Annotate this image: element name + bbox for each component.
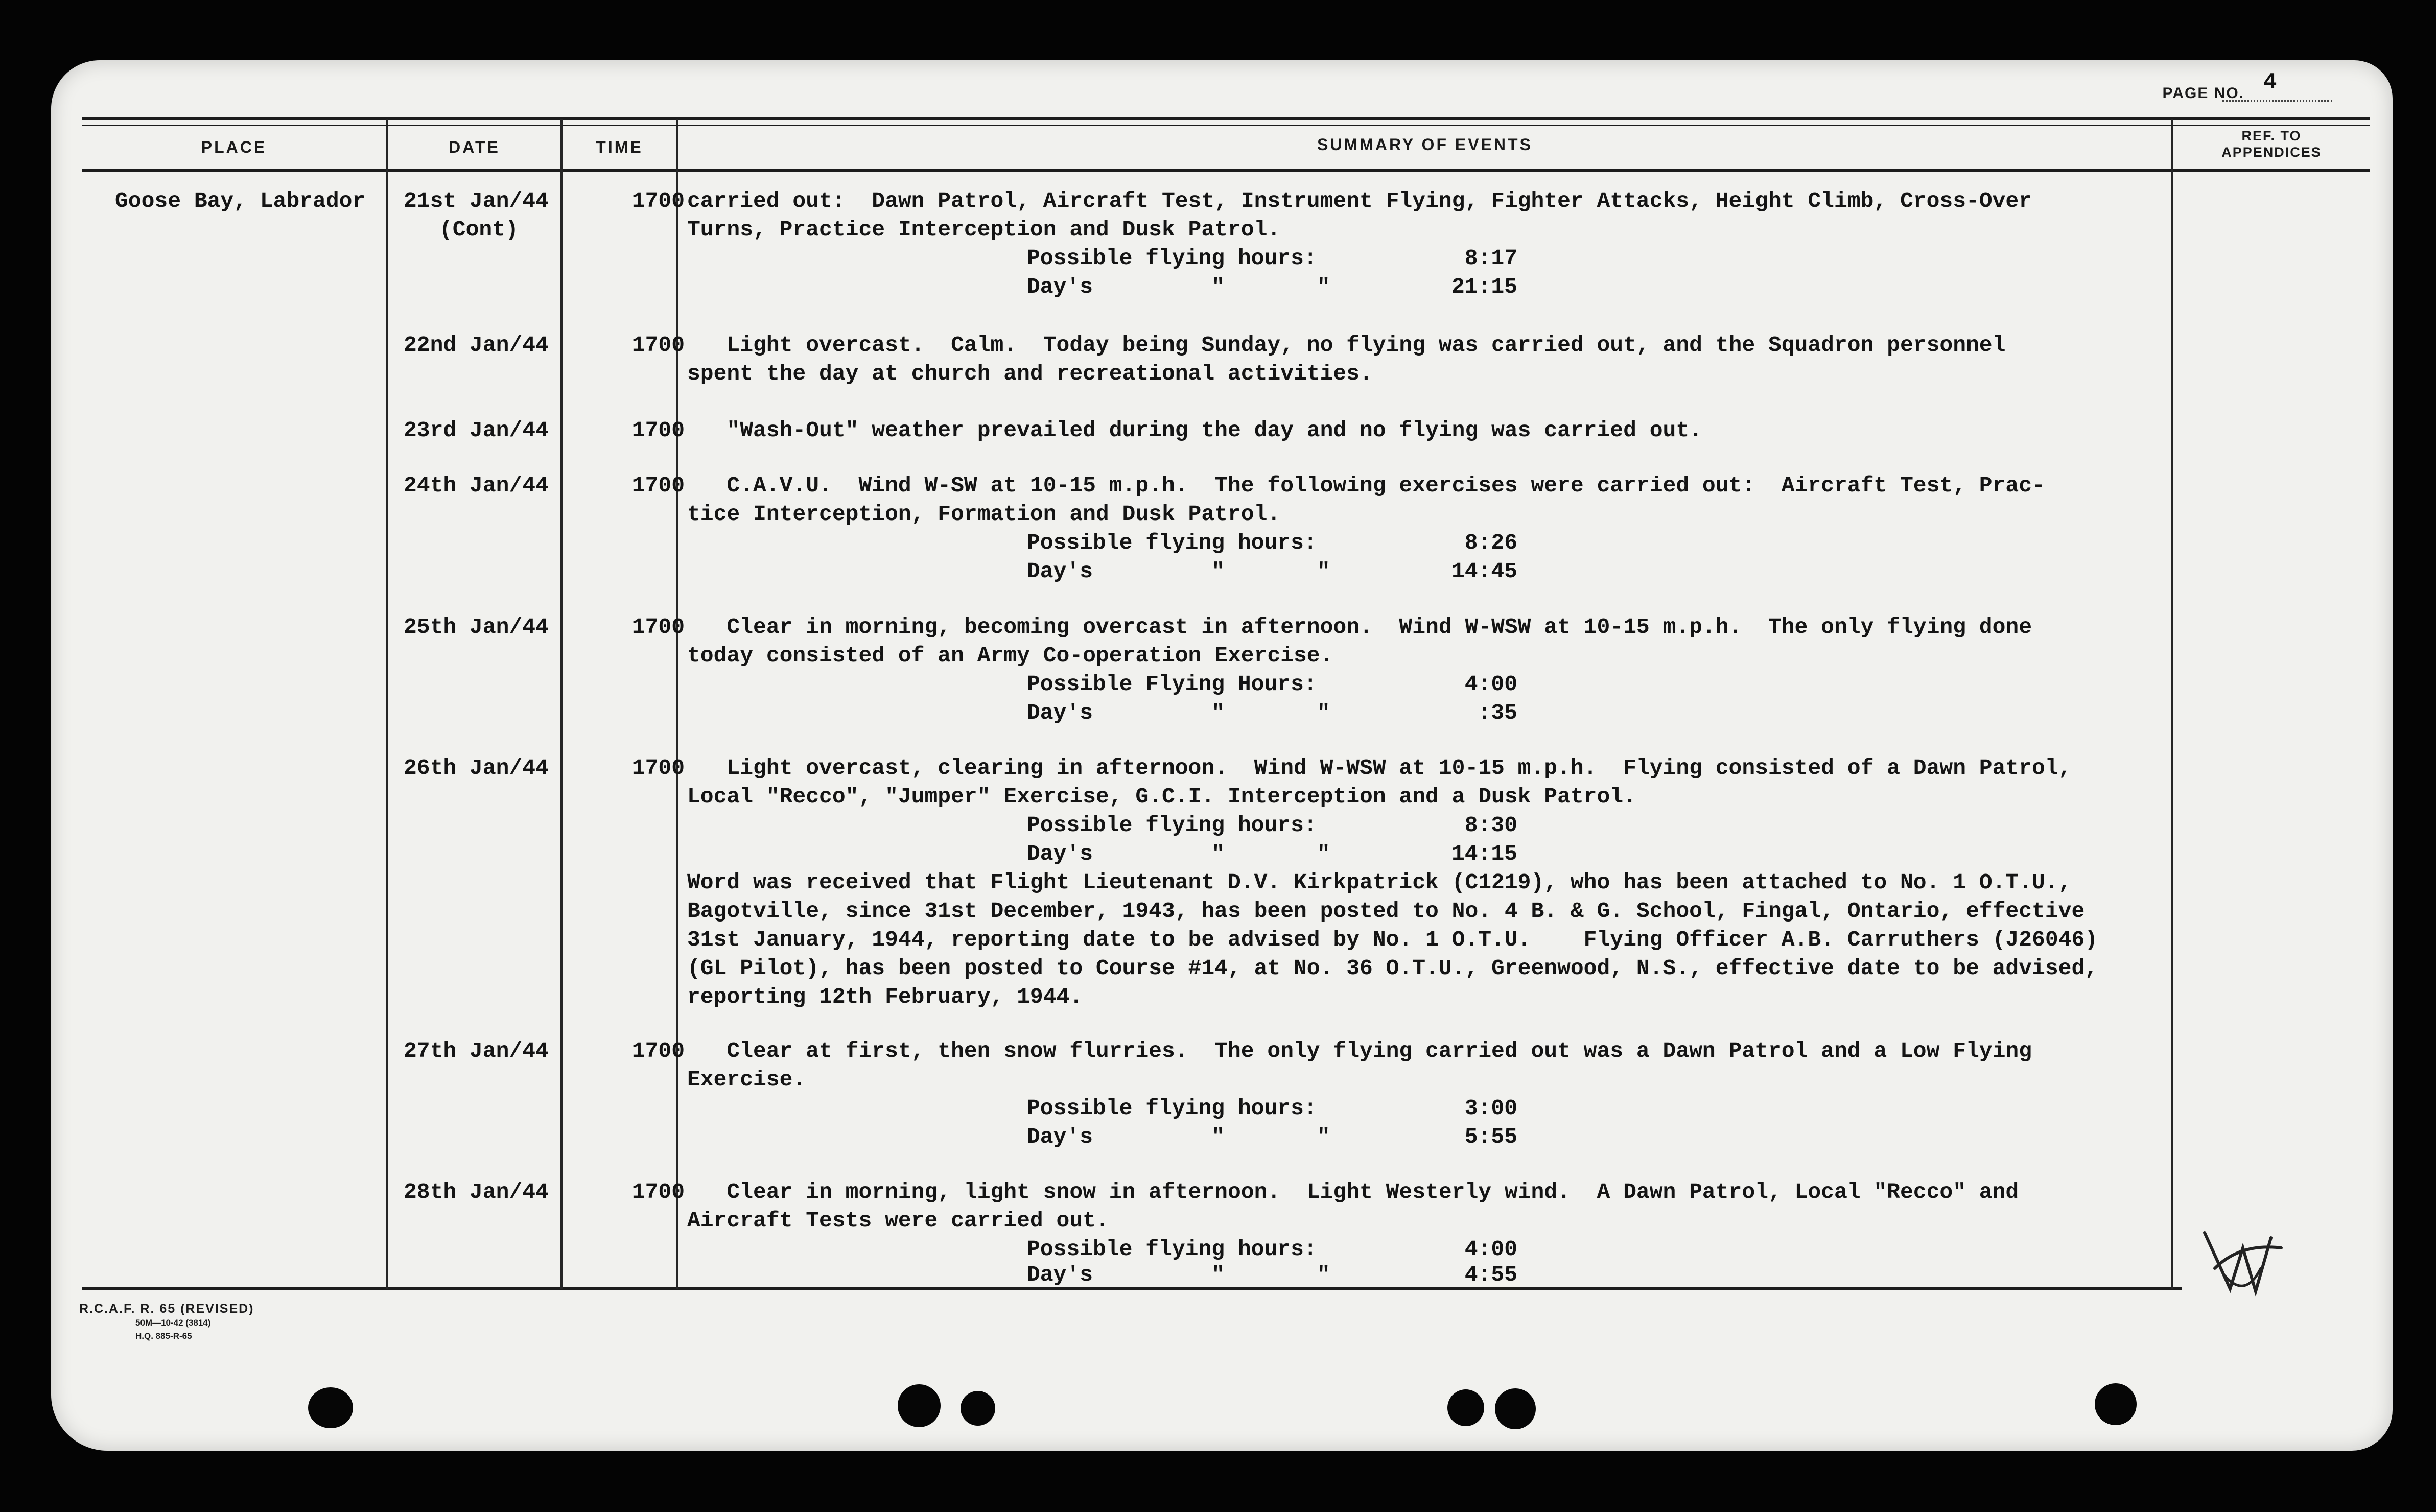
- days-flying-hours-value: 14:15: [1451, 841, 1517, 866]
- column-header-ref-appendices: [2173, 128, 2370, 160]
- entry-time: 1700: [631, 333, 685, 358]
- form-hq-number: H.Q. 885-R-65: [135, 1331, 192, 1341]
- header-bottom-rule: [82, 169, 2370, 172]
- column-header-date: DATE: [449, 138, 500, 156]
- column-header-place: PLACE: [201, 138, 267, 156]
- ref-header-line2: APPENDICES: [2221, 145, 2322, 160]
- entry-date-note: (Cont): [439, 217, 519, 242]
- column-header-summary: SUMMARY OF EVENTS: [1317, 135, 1533, 154]
- possible-flying-hours-value: 8:30: [1464, 813, 1517, 838]
- punch-hole: [1495, 1388, 1536, 1429]
- entry-date: 21st Jan/44: [404, 188, 549, 214]
- form-print-run: 50M—10-42 (3814): [135, 1318, 211, 1328]
- entry-text-line: carried out: Dawn Patrol, Aircraft Test, Instrument Flying, Fighter Attacks, Height Climb, Cross-Over: [687, 188, 2032, 214]
- header-top-rule: [82, 117, 2370, 120]
- possible-flying-hours-label: Possible Flying Hours:: [1027, 672, 1317, 697]
- possible-flying-hours-label: Possible flying hours:: [1027, 1237, 1317, 1262]
- entry-time: 1700: [631, 418, 685, 443]
- posting-notice-line: 31st January, 1944, reporting date to be advised by No. 1 O.T.U. Flying Officer A.B. Carruthers (J26046): [687, 927, 2098, 952]
- entry-date: 23rd Jan/44: [404, 418, 549, 443]
- days-flying-hours-label: Day's " ": [1027, 1124, 1330, 1149]
- days-flying-hours-value: 14:45: [1451, 559, 1517, 584]
- punch-hole: [961, 1391, 995, 1426]
- entry-text-line: tice Interception, Formation and Dusk Patrol.: [687, 502, 1281, 527]
- entry-text-line: Aircraft Tests were carried out.: [687, 1208, 1109, 1233]
- entry-text-line: Clear at first, then snow flurries. The only flying carried out was a Dawn Patrol and a Low Flying: [687, 1038, 2032, 1064]
- page-number-underline: [2222, 100, 2332, 102]
- column-header-time: TIME: [596, 138, 643, 156]
- column-divider-date-time: [560, 119, 563, 1289]
- header-second-rule: [82, 125, 2370, 126]
- entry-text-line: Local "Recco", "Jumper" Exercise, G.C.I. Interception and a Dusk Patrol.: [687, 784, 1636, 809]
- entry-text-line: Light overcast, clearing in afternoon. Wind W-WSW at 10-15 m.p.h. Flying consisted of a Dawn Patrol,: [687, 755, 2072, 781]
- days-flying-hours-value: 4:55: [1464, 1262, 1517, 1287]
- entry-text-line: Turns, Practice Interception and Dusk Patrol.: [687, 217, 1281, 242]
- posting-notice-line: (GL Pilot), has been posted to Course #14, at No. 36 O.T.U., Greenwood, N.S., effective date to be advised,: [687, 956, 2098, 981]
- posting-notice-line: Word was received that Flight Lieutenant D.V. Kirkpatrick (C1219), who has been attached to No. 1 O.T.U.,: [687, 870, 2072, 895]
- punch-hole: [898, 1384, 941, 1427]
- possible-flying-hours-label: Possible flying hours:: [1027, 1096, 1317, 1121]
- punch-hole: [308, 1387, 353, 1428]
- entry-date: 24th Jan/44: [404, 473, 549, 498]
- entry-text-line: "Wash-Out" weather prevailed during the day and no flying was carried out.: [687, 418, 1702, 443]
- entry-text-line: Exercise.: [687, 1067, 806, 1092]
- posting-notice-line: Bagotville, since 31st December, 1943, has been posted to No. 4 B. & G. School, Fingal, Ontario, effective: [687, 899, 2085, 924]
- entry-time: 1700: [631, 615, 685, 640]
- possible-flying-hours-value: 8:26: [1464, 530, 1517, 555]
- entry-text-line: C.A.V.U. Wind W-SW at 10-15 m.p.h. The following exercises were carried out: Aircraft Test, Prac-: [687, 473, 2045, 498]
- entry-time: 1700: [631, 1038, 685, 1064]
- column-divider-time-summary: [676, 119, 678, 1289]
- punch-hole: [2095, 1383, 2137, 1425]
- days-flying-hours-value: :35: [1478, 700, 1517, 725]
- entry-time: 1700: [631, 1179, 685, 1204]
- record-card: [51, 60, 2393, 1451]
- entry-date: 28th Jan/44: [404, 1179, 549, 1204]
- possible-flying-hours-value: 4:00: [1464, 1237, 1517, 1262]
- entry-time: 1700: [631, 188, 685, 214]
- entry-date: 25th Jan/44: [404, 615, 549, 640]
- days-flying-hours-label: Day's " ": [1027, 1262, 1330, 1287]
- possible-flying-hours-label: Possible flying hours:: [1027, 530, 1317, 555]
- days-flying-hours-label: Day's " ": [1027, 274, 1330, 299]
- entry-text-line: spent the day at church and recreational activities.: [687, 361, 1373, 386]
- possible-flying-hours-value: 4:00: [1464, 672, 1517, 697]
- possible-flying-hours-label: Possible flying hours:: [1027, 813, 1317, 838]
- entry-time: 1700: [631, 755, 685, 781]
- entry-text-line: Light overcast. Calm. Today being Sunday, no flying was carried out, and the Squadron personnel: [687, 333, 2006, 358]
- days-flying-hours-value: 21:15: [1451, 274, 1517, 299]
- column-divider-place-date: [386, 119, 388, 1289]
- possible-flying-hours-value: 3:00: [1464, 1096, 1517, 1121]
- form-number: R.C.A.F. R. 65 (REVISED): [79, 1302, 254, 1316]
- entry-place: Goose Bay, Labrador: [115, 188, 366, 214]
- possible-flying-hours-label: Possible flying hours:: [1027, 246, 1317, 271]
- entry-text-line: Clear in morning, becoming overcast in afternoon. Wind W-WSW at 10-15 m.p.h. The only flying done: [687, 615, 2032, 640]
- form-designation: [79, 1302, 254, 1343]
- column-divider-summary-ref: [2171, 119, 2173, 1289]
- days-flying-hours-label: Day's " ": [1027, 841, 1330, 866]
- posting-notice-line: reporting 12th February, 1944.: [687, 984, 1083, 1009]
- entry-date: 22nd Jan/44: [404, 333, 549, 358]
- days-flying-hours-value: 5:55: [1464, 1124, 1517, 1149]
- entry-text-line: Clear in morning, light snow in afternoon. Light Westerly wind. A Dawn Patrol, Local "Recco" and: [687, 1179, 2019, 1204]
- days-flying-hours-label: Day's " ": [1027, 700, 1330, 725]
- punch-hole: [1447, 1389, 1484, 1426]
- entry-date: 26th Jan/44: [404, 755, 549, 781]
- initials-signature: [2194, 1227, 2291, 1304]
- entry-time: 1700: [631, 473, 685, 498]
- ref-header-line1: REF. TO: [2241, 128, 2302, 144]
- page-number-value: 4: [2263, 69, 2277, 95]
- entry-date: 27th Jan/44: [404, 1038, 549, 1064]
- entry-text-line: today consisted of an Army Co-operation Exercise.: [687, 643, 1333, 668]
- possible-flying-hours-value: 8:17: [1464, 246, 1517, 271]
- page-number-label: PAGE NO.: [2162, 85, 2244, 102]
- days-flying-hours-label: Day's " ": [1027, 559, 1330, 584]
